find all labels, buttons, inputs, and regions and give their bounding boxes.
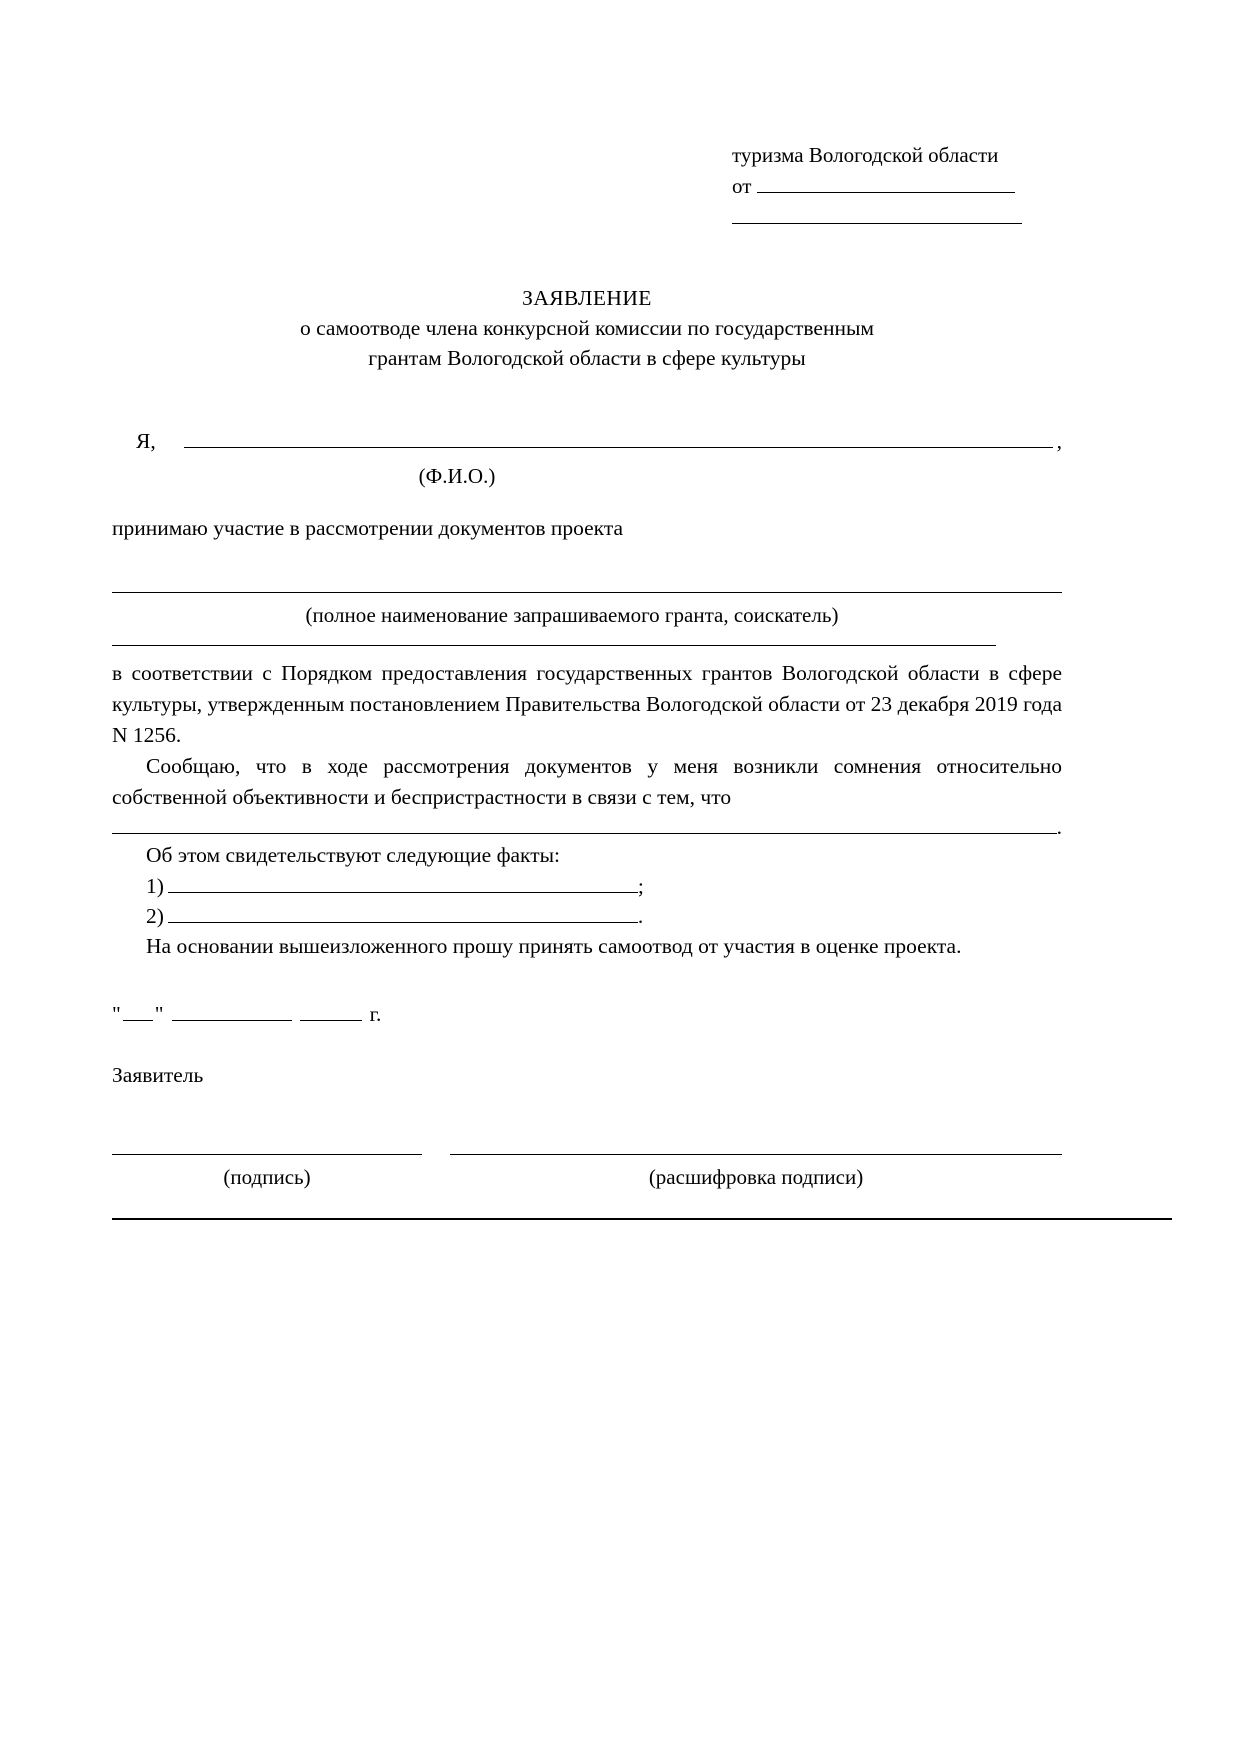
fio-caption: (Ф.И.О.) <box>418 464 496 488</box>
date-year-suffix: г. <box>369 1002 382 1026</box>
grant-name-blank-1[interactable] <box>112 592 1062 593</box>
date-day-blank[interactable] <box>123 1002 153 1021</box>
addressee-from-blank-1[interactable] <box>757 172 1015 193</box>
addressee-from-line-2 <box>732 202 1062 233</box>
doubt-reason-row <box>112 813 1062 840</box>
addressee-from-label: от <box>732 174 752 198</box>
date-row <box>112 1002 1062 1027</box>
document-subtitle-line-1: о самоотводе члена конкурсной комиссии по государственным <box>299 316 875 340</box>
page-title: ЗАЯВЛЕНИЕ <box>522 286 652 310</box>
signature-caption: (подпись) <box>223 1165 311 1189</box>
fact-item-1-number: 1) <box>146 874 164 898</box>
addressee-organization-line <box>732 140 1062 171</box>
date-year-blank[interactable] <box>300 1002 362 1021</box>
fact-item-1-terminator: ; <box>637 874 644 898</box>
document-subtitle-line-2: грантам Вологодской области в сфере культуры <box>368 346 806 370</box>
fact-item-1-blank[interactable] <box>168 874 638 893</box>
body-paragraph-1: в соответствии с Порядком предоставления государственных грантов Вологодской области в сфере культуры, утвержденным постановлением Правительства Вологодской области от 23 декабря 2019 года N 1256. <box>112 661 1062 747</box>
body-paragraph-2: Сообщаю, что в ходе рассмотрения документов у меня возникли сомнения относительно собственной объективности и беспристрастности в связи с тем, что <box>112 754 1062 809</box>
addressee-from-line <box>732 171 1062 202</box>
fact-item-1 <box>112 871 1062 901</box>
declarant-prefix-label: Я, <box>136 429 156 453</box>
date-month-blank[interactable] <box>172 1002 292 1021</box>
declarant-comma: , <box>1056 429 1062 453</box>
applicant-label: Заявитель <box>112 1063 204 1087</box>
body-paragraph-3: На основании вышеизложенного прошу принять самоотвод от участия в оценке проекта. <box>146 934 962 958</box>
document-content <box>112 0 1062 1190</box>
fact-item-2 <box>112 901 1062 931</box>
addressee-inner <box>732 140 1062 233</box>
fact-item-2-number: 2) <box>146 904 164 928</box>
date-close-quote: " <box>154 1002 164 1026</box>
signature-blank[interactable] <box>112 1154 422 1155</box>
addressee-organization-text: туризма Вологодской области <box>732 143 999 167</box>
signature-slot-right <box>450 1154 1062 1190</box>
participation-line: принимаю участие в рассмотрении документов проекта <box>112 516 624 540</box>
grant-name-caption: (полное наименование запрашиваемого гранта, соискатель) <box>305 603 839 627</box>
signature-slot-left <box>112 1154 422 1190</box>
signature-transcript-blank[interactable] <box>450 1154 1062 1155</box>
facts-intro: Об этом свидетельствуют следующие факты: <box>146 843 561 867</box>
signature-transcript-caption: (расшифровка подписи) <box>648 1165 864 1189</box>
declarant-name-blank[interactable] <box>184 425 1053 448</box>
date-open-quote: " <box>112 1002 121 1026</box>
fact-item-2-terminator: . <box>637 904 644 928</box>
doubt-reason-terminator: . <box>1056 815 1062 839</box>
title-block <box>112 283 1062 373</box>
declarant-name-row <box>112 425 1062 454</box>
addressee-from-blank-2[interactable] <box>732 203 1022 224</box>
addressee-block <box>112 140 1062 233</box>
fact-item-2-blank[interactable] <box>168 904 638 923</box>
doubt-reason-blank[interactable] <box>112 813 1057 834</box>
signature-block <box>112 1154 1062 1190</box>
footer-divider <box>112 1218 1172 1220</box>
